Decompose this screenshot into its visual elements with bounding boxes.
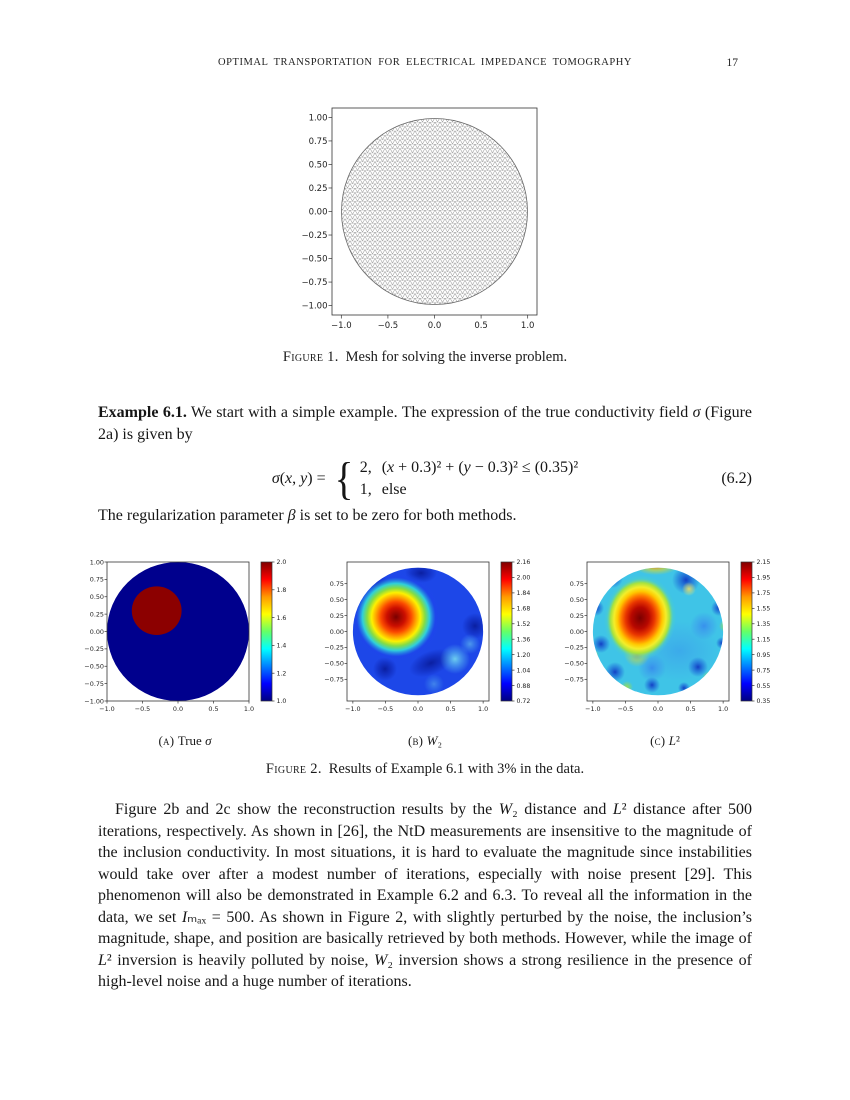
svg-text:0.75: 0.75 bbox=[89, 575, 104, 584]
svg-text:−0.50: −0.50 bbox=[324, 659, 344, 668]
subcaption-a: (a) True σ bbox=[158, 733, 212, 748]
svg-text:1.55: 1.55 bbox=[756, 605, 771, 613]
figure1-caption-text: Mesh for solving the inverse problem. bbox=[345, 349, 568, 365]
svg-text:0.55: 0.55 bbox=[756, 682, 771, 690]
svg-text:−0.75: −0.75 bbox=[84, 679, 104, 688]
svg-text:0.5: 0.5 bbox=[208, 704, 219, 713]
svg-text:1.0: 1.0 bbox=[243, 704, 255, 713]
svg-text:1.4: 1.4 bbox=[276, 642, 287, 650]
svg-text:−0.5: −0.5 bbox=[377, 704, 394, 713]
sigma-inclusion bbox=[132, 586, 182, 635]
running-head bbox=[98, 57, 752, 73]
sigma-background-disc bbox=[107, 562, 249, 701]
svg-text:1.0: 1.0 bbox=[718, 704, 729, 713]
svg-text:1.95: 1.95 bbox=[756, 574, 771, 582]
svg-text:0.75: 0.75 bbox=[308, 136, 328, 147]
svg-text:−0.25: −0.25 bbox=[564, 643, 584, 652]
svg-text:−0.50: −0.50 bbox=[84, 662, 104, 671]
svg-text:0.0: 0.0 bbox=[652, 704, 664, 713]
figure2-row bbox=[0, 556, 850, 749]
svg-text:0.25: 0.25 bbox=[308, 184, 328, 195]
svg-text:0.50: 0.50 bbox=[329, 595, 344, 604]
svg-text:1.00: 1.00 bbox=[89, 558, 104, 567]
svg-text:−1.0: −1.0 bbox=[345, 704, 361, 713]
w2-field bbox=[347, 562, 489, 701]
svg-text:1.68: 1.68 bbox=[516, 605, 531, 613]
equation-number: (6.2) bbox=[721, 470, 752, 487]
curly-brace: { bbox=[334, 453, 354, 504]
equation-case-1: 2, (x + 0.3)² + (y − 0.3)² ≤ (0.35)² bbox=[359, 459, 579, 476]
svg-text:2.15: 2.15 bbox=[756, 559, 771, 567]
svg-text:0.5: 0.5 bbox=[474, 321, 488, 331]
svg-text:0.88: 0.88 bbox=[516, 682, 531, 690]
svg-text:−0.75: −0.75 bbox=[324, 675, 344, 684]
figure1-caption bbox=[98, 349, 752, 366]
svg-text:1.0: 1.0 bbox=[520, 321, 535, 331]
figure2-subplot-a bbox=[69, 556, 301, 749]
mesh-chart bbox=[280, 100, 570, 336]
svg-text:2.0: 2.0 bbox=[276, 559, 287, 567]
svg-text:−0.5: −0.5 bbox=[134, 704, 151, 713]
svg-text:−0.50: −0.50 bbox=[564, 659, 584, 668]
svg-text:0.00: 0.00 bbox=[89, 627, 104, 636]
svg-text:−1.0: −1.0 bbox=[585, 704, 601, 713]
svg-text:2.16: 2.16 bbox=[516, 559, 531, 567]
figure2-subplot-b bbox=[309, 556, 541, 749]
figure2-caption bbox=[98, 761, 752, 778]
svg-text:1.0: 1.0 bbox=[478, 704, 489, 713]
svg-text:1.6: 1.6 bbox=[276, 614, 287, 622]
svg-text:1.20: 1.20 bbox=[516, 651, 531, 659]
w2-chart bbox=[309, 556, 541, 726]
svg-text:−0.5: −0.5 bbox=[377, 321, 399, 331]
svg-text:1.35: 1.35 bbox=[756, 621, 771, 629]
svg-text:0.5: 0.5 bbox=[685, 704, 696, 713]
svg-text:−1.00: −1.00 bbox=[84, 697, 104, 706]
svg-text:−0.75: −0.75 bbox=[564, 675, 584, 684]
svg-text:1.75: 1.75 bbox=[756, 590, 771, 598]
equation-case-2: 1, else bbox=[359, 481, 407, 498]
svg-text:0.0: 0.0 bbox=[172, 704, 184, 713]
svg-text:0.25: 0.25 bbox=[89, 610, 104, 619]
regularization-sentence: The regularization parameter β is set to be zero for both methods. bbox=[98, 507, 517, 524]
svg-text:1.36: 1.36 bbox=[516, 636, 531, 644]
running-head-title: OPTIMAL TRANSPORTATION FOR ELECTRICAL IMPEDANCE TOMOGRAPHY bbox=[217, 57, 633, 68]
svg-text:0.75: 0.75 bbox=[569, 579, 584, 588]
svg-text:0.35: 0.35 bbox=[756, 698, 771, 706]
svg-text:1.0: 1.0 bbox=[276, 698, 287, 706]
svg-text:−0.50: −0.50 bbox=[301, 254, 328, 265]
svg-text:0.95: 0.95 bbox=[756, 651, 771, 659]
svg-text:−0.25: −0.25 bbox=[324, 643, 344, 652]
mesh-disc bbox=[342, 119, 528, 305]
equation-body bbox=[98, 447, 752, 511]
svg-text:1.84: 1.84 bbox=[516, 590, 531, 598]
svg-text:0.0: 0.0 bbox=[427, 321, 442, 331]
subcaption-b: (b) W₂ bbox=[407, 733, 443, 748]
figure1-caption-label: Figure 1. bbox=[282, 349, 339, 365]
l2-chart bbox=[549, 556, 781, 726]
page-number: 17 bbox=[726, 57, 738, 69]
svg-text:1.2: 1.2 bbox=[276, 670, 287, 678]
svg-text:−0.25: −0.25 bbox=[301, 231, 328, 242]
svg-text:0.50: 0.50 bbox=[569, 595, 584, 604]
svg-text:0.72: 0.72 bbox=[516, 698, 531, 706]
equation-lhs: σ(x, y) = bbox=[271, 470, 326, 487]
figure1-mesh-plot bbox=[0, 100, 850, 336]
svg-text:−0.75: −0.75 bbox=[301, 278, 328, 289]
svg-text:0.75: 0.75 bbox=[756, 667, 771, 675]
true-sigma-chart bbox=[69, 556, 301, 726]
svg-text:0.0: 0.0 bbox=[412, 704, 424, 713]
subcaption-c: (c) L² bbox=[650, 733, 680, 748]
svg-text:0.25: 0.25 bbox=[329, 611, 344, 620]
equation-cases bbox=[360, 457, 578, 501]
svg-text:−0.25: −0.25 bbox=[84, 645, 104, 654]
l2-field bbox=[587, 557, 731, 701]
svg-text:1.52: 1.52 bbox=[516, 621, 531, 629]
svg-text:2.00: 2.00 bbox=[516, 574, 531, 582]
example-paragraph: Example 6.1. We start with a simple example. The expression of the true conductivity field σ (Figure 2a) is given by bbox=[98, 404, 753, 443]
svg-text:−1.00: −1.00 bbox=[301, 301, 328, 312]
svg-text:0.00: 0.00 bbox=[329, 627, 344, 636]
figure2-caption-label: Figure 2. bbox=[265, 761, 322, 777]
figure2-caption-text: Results of Example 6.1 with 3% in the data. bbox=[328, 761, 585, 777]
svg-text:0.50: 0.50 bbox=[89, 593, 104, 602]
svg-text:0.25: 0.25 bbox=[569, 611, 584, 620]
svg-text:0.00: 0.00 bbox=[569, 627, 584, 636]
svg-text:1.15: 1.15 bbox=[756, 636, 771, 644]
equation-6-2 bbox=[98, 447, 752, 511]
svg-text:0.75: 0.75 bbox=[329, 579, 344, 588]
svg-text:1.00: 1.00 bbox=[308, 113, 328, 124]
body-paragraph: Figure 2b and 2c show the reconstruction results by the W₂ distance and L² distance after 500 iterations, respectively. As shown in [26], the NtD measurements are insensitive to the magnitude of the inclusion conductivity. In most situations, it is hard to evaluate the magnitude since instabilities would take over after a modest number of iterations, especially with noise present [29]. This phenomenon will also be demonstrated in Example 6.2 and 6.3. To reveal all the information in the data, we set Iₘₐₓ = 500. As shown in Figure 2, with slightly perturbed by the noise, the inclusion’s magnitude, shape, and position are basically retrieved by both methods. However, while the image of L² inversion is heavily polluted by noise, W₂ inversion shows a strong resilience in the presence of high-level noise and a huge number of iterations. bbox=[98, 801, 753, 990]
figure2-subplot-c bbox=[549, 556, 781, 749]
svg-text:1.8: 1.8 bbox=[276, 587, 287, 595]
svg-text:0.50: 0.50 bbox=[308, 160, 328, 171]
svg-text:−1.0: −1.0 bbox=[99, 704, 115, 713]
svg-text:−1.0: −1.0 bbox=[330, 321, 352, 331]
svg-text:1.04: 1.04 bbox=[516, 667, 531, 675]
svg-text:−0.5: −0.5 bbox=[617, 704, 634, 713]
svg-text:0.5: 0.5 bbox=[445, 704, 456, 713]
svg-text:0.00: 0.00 bbox=[308, 207, 328, 218]
